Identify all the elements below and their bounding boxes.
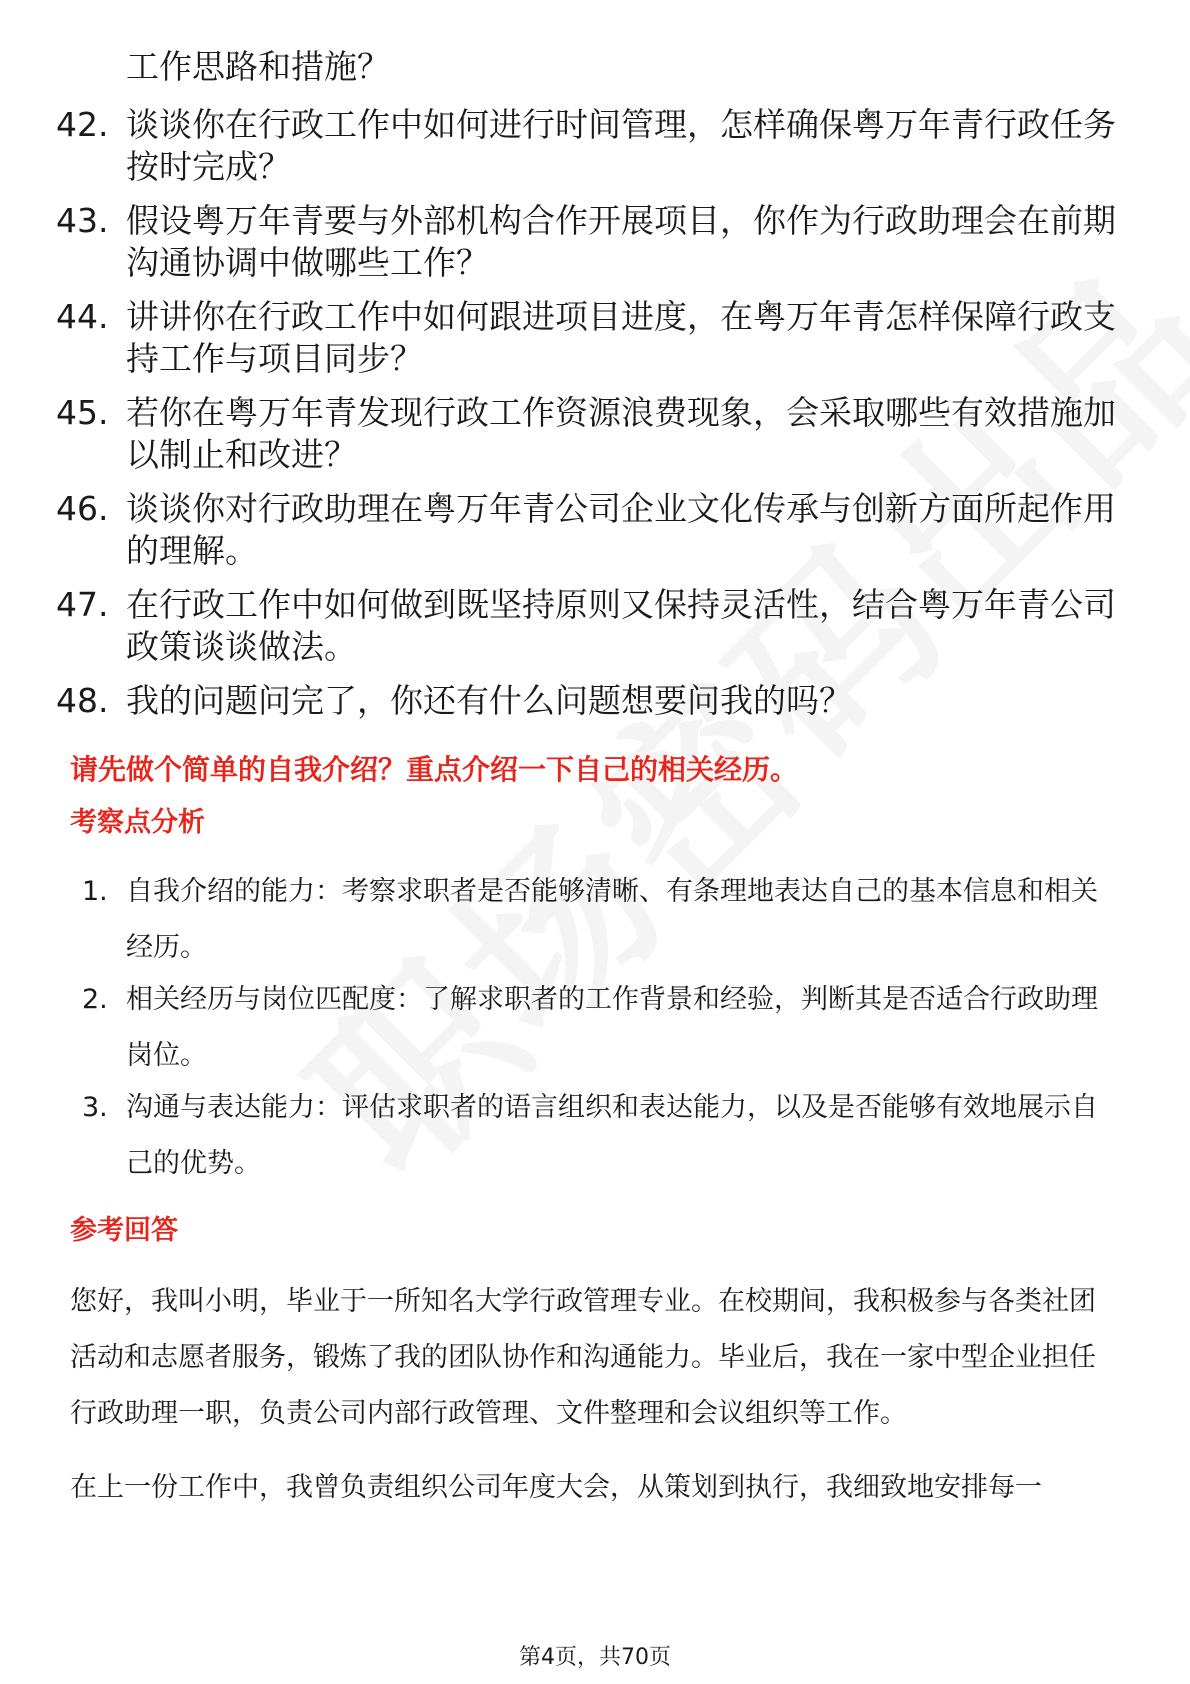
analysis-point-number: 1. bbox=[82, 876, 108, 907]
question-text: 若你在粤万年青发现行政工作资源浪费现象，会采取哪些有效措施加以制止和改进？ bbox=[126, 393, 1116, 474]
question-number: 47. bbox=[56, 585, 109, 624]
analysis-point-text: 相关经历与岗位匹配度：了解求职者的工作背景和经验，判断其是否适合行政助理岗位。 bbox=[126, 984, 1098, 1071]
question-number: 48. bbox=[56, 681, 109, 720]
question-text: 谈谈你在行政工作中如何进行时间管理，怎样确保粤万年青行政任务按时完成？ bbox=[126, 105, 1116, 186]
analysis-point-number: 2. bbox=[82, 984, 108, 1015]
question-number: 45. bbox=[56, 393, 109, 432]
question-text: 在行政工作中如何做到既坚持原则又保持灵活性，结合粤万年青公司政策谈谈做法。 bbox=[126, 585, 1116, 666]
question-text: 我的问题问完了，你还有什么问题想要问我的吗？ bbox=[126, 681, 852, 720]
section-title: 请先做个简单的自我介绍？重点介绍一下自己的相关经历。 bbox=[70, 753, 799, 786]
analysis-point-text: 沟通与表达能力：评估求职者的语言组织和表达能力，以及是否能够有效地展示自己的优势。 bbox=[126, 1092, 1098, 1179]
question-number: 42. bbox=[56, 105, 109, 144]
answer-heading: 参考回答 bbox=[70, 1215, 178, 1246]
answer-paragraph: 在上一份工作中，我曾负责组织公司年度大会，从策划到执行，我细致地安排每一 bbox=[70, 1472, 1042, 1503]
question-text: 谈谈你对行政助理在粤万年青公司企业文化传承与创新方面所起作用的理解。 bbox=[126, 489, 1116, 570]
question-text: 工作思路和措施？ bbox=[126, 47, 390, 86]
question-number: 44. bbox=[56, 297, 109, 336]
question-number: 46. bbox=[56, 489, 109, 528]
analysis-point-number: 3. bbox=[82, 1092, 108, 1123]
analysis-heading: 考察点分析 bbox=[70, 807, 205, 838]
question-number: 43. bbox=[56, 201, 109, 240]
analysis-point-text: 自我介绍的能力：考察求职者是否能够清晰、有条理地表达自己的基本信息和相关经历。 bbox=[126, 876, 1098, 963]
answer-paragraph: 您好，我叫小明，毕业于一所知名大学行政管理专业。在校期间，我积极参与各类社团活动和志愿者服务，锻炼了我的团队协作和沟通能力。毕业后，我在一家中型企业担任行政助理一职，负责公司内部行政管理、文件整理和会议组织等工作。 bbox=[70, 1286, 1096, 1429]
question-text: 讲讲你在行政工作中如何跟进项目进度，在粤万年青怎样保障行政支持工作与项目同步？ bbox=[126, 297, 1116, 378]
question-text: 假设粤万年青要与外部机构合作开展项目，你作为行政助理会在前期沟通协调中做哪些工作？ bbox=[126, 201, 1116, 282]
page-number: 第4页，共70页 bbox=[519, 1645, 671, 1670]
